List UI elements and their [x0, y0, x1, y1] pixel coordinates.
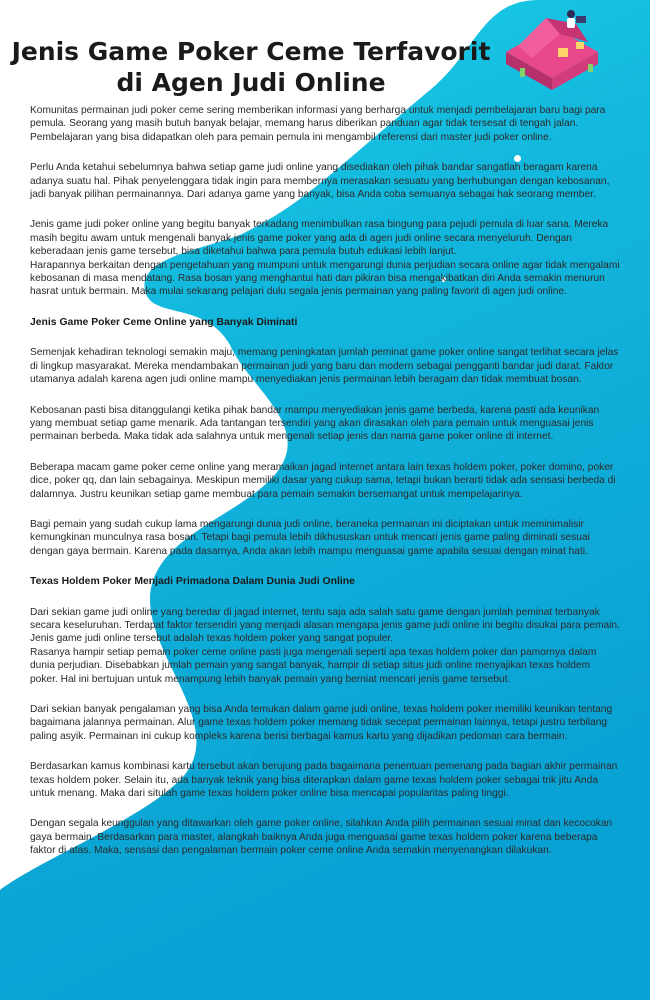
paragraph: Jenis game judi poker online yang begitu banyak terkadang menimbulkan rasa bingung para pejudi pemula di luar sana. Mereka masih begitu awam untuk mengenali banyak jenis game poker yang ada di agen judi online secara menyeluruh. Dengan keberadaan jenis game tersebut, bisa diketahui bahwa para pemula butuh edukasi lebih lanjut. — [30, 219, 609, 258]
paragraph: Dari sekian banyak pengalaman yang bisa Anda temukan dalam game judi online, texas holdem poker memiliki keunikan tentang bagaimana jalannya permainan. Alur game texas holdem poker memang tidak secepat permainan lainnya, tetapi justru terbilang paling asyik. Permainan ini cukup kompleks karena berisi berbagai kamus kartu yang dijadikan pedoman cara bermain. — [30, 704, 613, 742]
paragraph: Semenjak kehadiran teknologi semakin maju, memang peningkatan jumlah peminat game poker online sangat terlihat secara jelas di lingkup masyarakat. Mereka mendambakan permainan judi yang baru dan modern sebagai pengganti bandar judi darat. Faktor utamanya adalah karena agen judi online mampu menyediakan jenis permainan lebih beragam dan tidak membuat bosan. — [30, 347, 619, 386]
paragraph: Bagi pemain yang sudah cukup lama mengarungi dunia judi online, beraneka permainan ini diciptakan untuk meminimalisir kemungkinan munculnya rasa bosan. Tetapi bagi pemula lebih dikhususkan untuk mencari jenis game paling diminati sesuai dengan gaya bermain. Karena pada dasarnya, Anda akan lebih mampu menguasai game apabila sesuai dengan minat hati. — [30, 518, 590, 557]
title-line-1: Jenis Game Poker Ceme Terfavorit — [11, 37, 491, 66]
section-heading: Texas Holdem Poker Menjadi Primadona Dalam Dunia Judi Online — [30, 576, 355, 588]
section-heading: Jenis Game Poker Ceme Online yang Banyak Diminati — [30, 316, 298, 328]
paragraph: Harapannya berkaitan dengan pengetahuan yang mumpuni untuk mengarungi dunia perjudian secara online agar tidak mengalami kebosanan di masa mendatang. Rasa bosan yang menghantui hati dan pikiran bisa mengakibatkan diri Anda semakin menurun hasrat untuk bermain. Maka mulai sekarang pelajari dulu segala jenis permainan yang paling favorit di agen judi online. — [30, 259, 620, 298]
house-icon — [498, 6, 606, 90]
paragraph: Rasanya hampir setiap pemain poker ceme online pasti juga mengenali seperti apa texas holdem poker dan pamornya dalam dunia perjudian. Disebabkan jumlah pemain yang sangat banyak, hampir di setiap situs judi online menyajikan texas holdem poker. Hal ini bertujuan untuk menampung lebih banyak pemain yang berniat mencari jenis game tersebut. — [30, 646, 597, 685]
paragraph: Komunitas permainan judi poker ceme sering memberikan informasi yang berharga untuk menjadi pembelajaran baru bagi para pemula. Seorang yang masih butuh banyak belajar, memang harus diberikan panduan agar tidak tersesat di tengah jalan. Pembelajaran yang bisa didapatkan oleh para pemain pemula ini mengambil referensi dari master judi poker online. — [30, 105, 606, 143]
paragraph: Dari sekian game judi online yang beredar di jagad internet, tentu saja ada salah satu game dengan jumlah peminat terbanyak secara keseluruhan. Terdapat faktor tersendiri yang menjadi alasan mengapa jenis game judi online ini begitu disukai para pemain. Jenis game judi online tersebut adalah texas holdem poker yang sangat populer. — [30, 606, 620, 645]
title-line-2: di Agen Judi Online — [116, 68, 386, 97]
paragraph: Perlu Anda ketahui sebelumnya bahwa setiap game judi online yang disediakan oleh pihak bandar sangatlah beragam karena adanya suatu hal. Pihak penyelenggara tidak ingin para membernya merasakan sesuatu yang berhubungan dengan kebosanan, jadi banyak pilihan permainannya. Dari adanya game yang banyak, bisa Anda coba semuanya sebagai hak seorang member. — [30, 162, 610, 201]
paragraph: Dengan segala keunggulan yang ditawarkan oleh game poker online, silahkan Anda pilih permainan sesuai minat dan kecocokan gaya bermain. Berdasarkan para master, alangkah baiknya Anda juga menguasai game texas holdem poker karena beberapa faktor di atas. Maka, sensasi dan pengalaman bermain poker ceme online Anda semakin menyenangkan dilakukan. — [30, 818, 613, 857]
article-body — [30, 104, 620, 875]
paragraph: Berdasarkan kamus kombinasi kartu tersebut akan berujung pada bagaimana penentuan pemenang pada bagian akhir permainan texas holdem poker. Selain itu, ada banyak teknik yang bisa diterapkan dalam game texas holdem poker sebagai trik jitu Anda untuk menang. Maka dari situlah game texas holdem poker online bisa mencapai popularitas paling tinggi. — [30, 761, 618, 800]
page-title — [0, 36, 502, 98]
paragraph: Kebosanan pasti bisa ditanggulangi ketika pihak bandar mampu menyediakan jenis game berbeda, karena pasti ada keunikan yang membuat setiap game menarik. Ada tantangan tersendiri yang akan dirasakan oleh para pemain untuk menguasai jenis permainan berbeda. Maka tidak ada salahnya untuk mengenali setiap jenis dan nama game poker online di internet. — [30, 404, 600, 443]
paragraph: Beberapa macam game poker ceme online yang meramaikan jagad internet antara lain texas holdem poker, poker domino, poker dice, poker qq, dan lain sebagainya. Meskipun memiliki dasar yang cukup sama, tetapi bukan berarti tidak ada sensasi berbeda di dalamnya. Justru keunikan setiap game membuat para pemain semakin bersemangat untuk mempelajarinya. — [30, 461, 616, 500]
